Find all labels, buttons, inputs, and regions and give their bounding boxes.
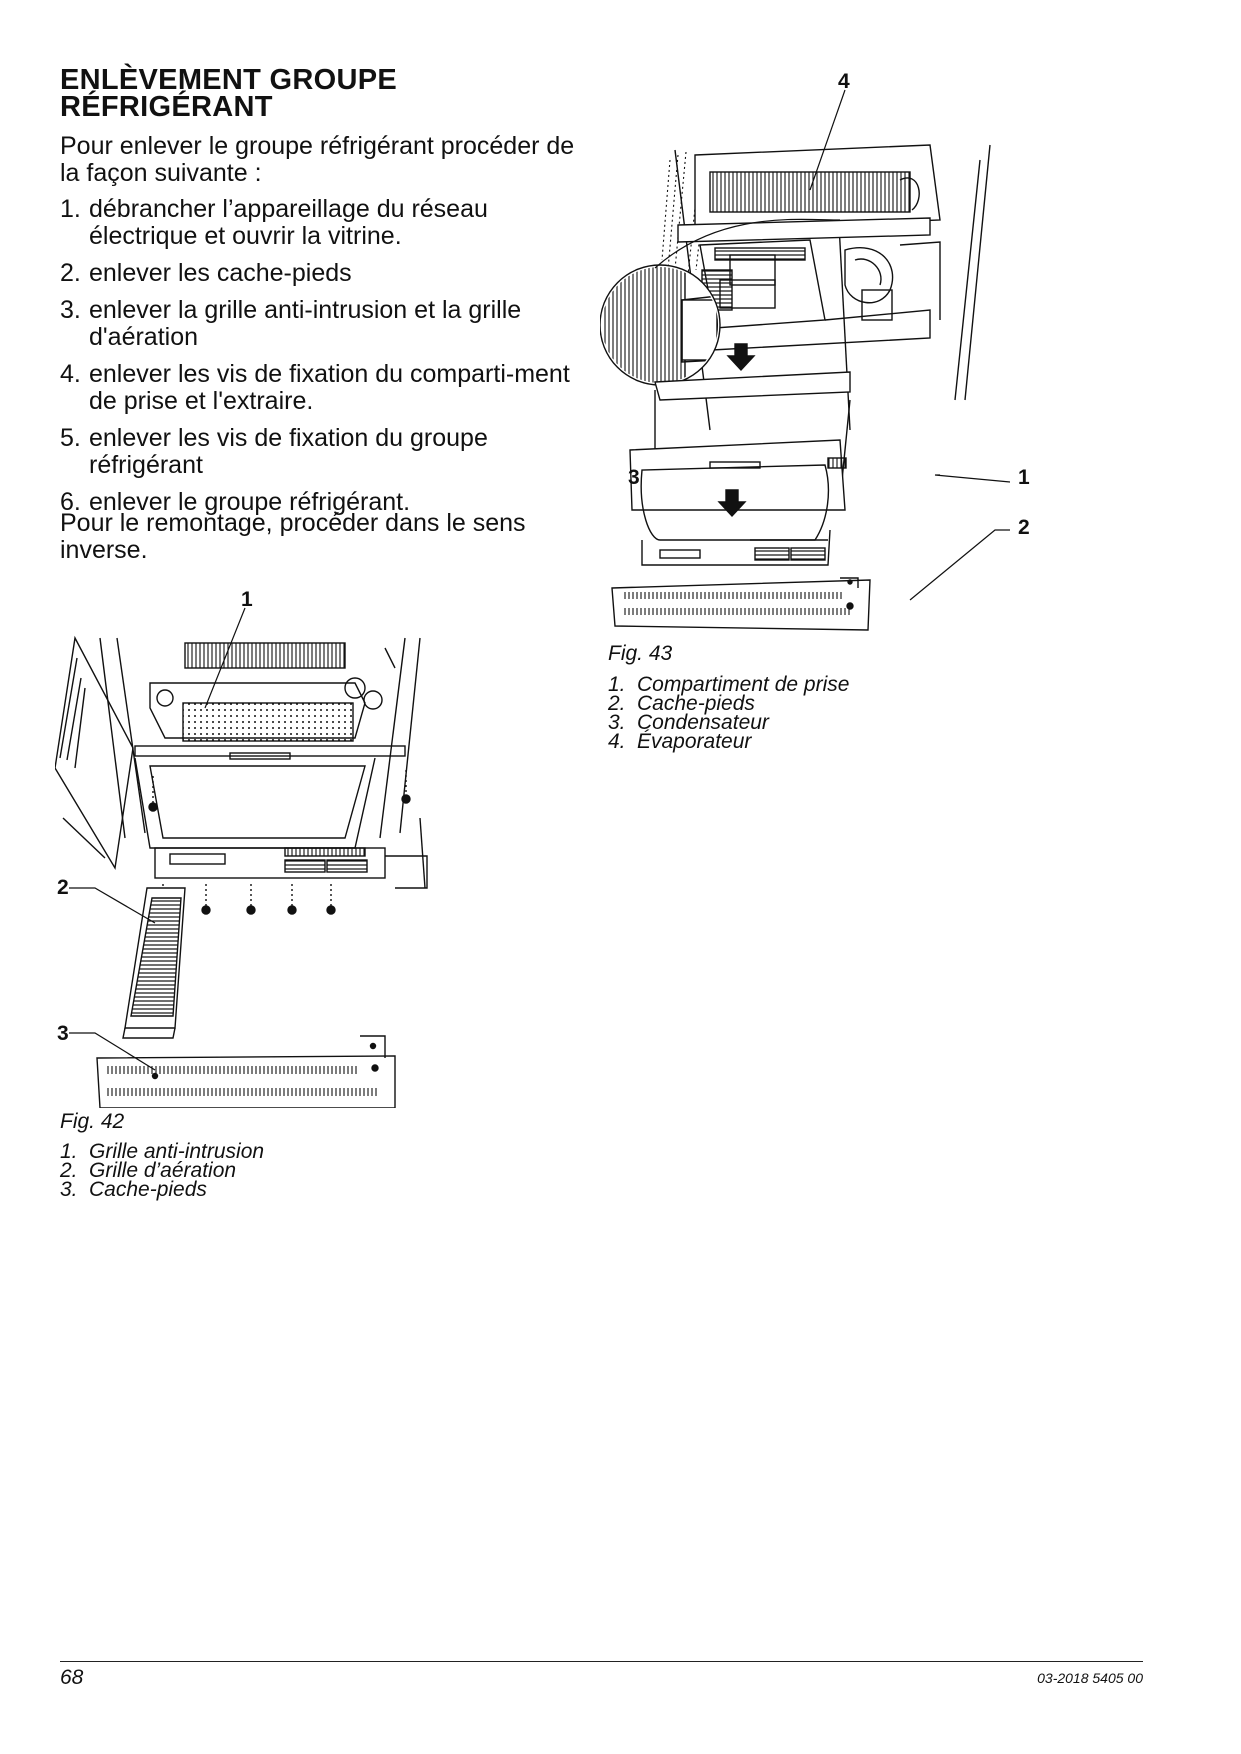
step-text: enlever les cache-pieds bbox=[89, 259, 352, 287]
figure-43-callout-2: 2 bbox=[1018, 516, 1030, 539]
procedure-step bbox=[60, 196, 590, 250]
step-text: débrancher l’appareillage du réseau électrique et ouvrir la vitrine. bbox=[89, 195, 488, 250]
section-title-line-2: RÉFRIGÉRANT bbox=[60, 91, 273, 123]
legend-number: 2. bbox=[608, 692, 626, 715]
figure-43-callout-1: 1 bbox=[1018, 466, 1030, 489]
figure-42-illustration bbox=[55, 588, 475, 1108]
legend-text: Grille d’aération bbox=[89, 1159, 237, 1182]
legend-number: 2. bbox=[60, 1159, 78, 1182]
footer-divider bbox=[60, 1661, 1143, 1662]
step-text: enlever les vis de fixation du groupe réfrigérant bbox=[89, 424, 488, 479]
step-text: enlever les vis de fixation du comparti-ment de prise et l'extraire. bbox=[89, 360, 570, 415]
page-number: 68 bbox=[60, 1666, 84, 1689]
step-number: 3. bbox=[60, 296, 81, 324]
legend-text: Compartiment de prise bbox=[637, 673, 850, 696]
legend-number: 3. bbox=[60, 1178, 78, 1201]
legend-number: 3. bbox=[608, 711, 626, 734]
procedure-step bbox=[60, 260, 590, 287]
figure-42-legend bbox=[60, 1142, 264, 1199]
figure-43-callout-4: 4 bbox=[838, 70, 850, 93]
figure-42-callout-2: 2 bbox=[57, 876, 69, 899]
legend-text: Cache-pieds bbox=[89, 1178, 207, 1201]
procedure-step bbox=[60, 297, 590, 351]
legend-text: Condensateur bbox=[637, 711, 769, 734]
legend-number: 1. bbox=[60, 1140, 78, 1163]
figure-42 bbox=[55, 588, 475, 1108]
step-number: 5. bbox=[60, 424, 81, 452]
legend-text: Grille anti-intrusion bbox=[89, 1140, 265, 1163]
procedure-steps bbox=[60, 196, 590, 526]
legend-item bbox=[60, 1180, 264, 1199]
step-number: 1. bbox=[60, 195, 81, 223]
procedure-step bbox=[60, 361, 590, 415]
legend-number: 1. bbox=[608, 673, 626, 696]
legend-number: 4. bbox=[608, 730, 626, 753]
legend-text: Évaporateur bbox=[637, 730, 752, 753]
step-text: enlever le groupe réfrigérant. bbox=[89, 488, 411, 516]
legend-item bbox=[608, 732, 849, 751]
procedure-step bbox=[60, 425, 590, 479]
section-title bbox=[60, 64, 580, 123]
reassembly-note: Pour le remontage, procéder dans le sens inverse. bbox=[60, 509, 526, 564]
figure-43-legend bbox=[608, 675, 849, 751]
figure-42-caption: Fig. 42 bbox=[60, 1110, 125, 1133]
document-code: 03-2018 5405 00 bbox=[1037, 1670, 1143, 1686]
figure-42-callout-1: 1 bbox=[241, 588, 253, 611]
legend-text: Cache-pieds bbox=[637, 692, 755, 715]
figure-43 bbox=[600, 70, 1050, 640]
intro-paragraph: Pour enlever le groupe réfrigérant procéder de la façon suivante : bbox=[60, 132, 575, 187]
figure-42-callout-3: 3 bbox=[57, 1022, 69, 1045]
step-number: 6. bbox=[60, 488, 81, 516]
section-title-line-1: ENLÈVEMENT GROUPE bbox=[60, 64, 398, 96]
step-number: 2. bbox=[60, 259, 81, 287]
figure-43-caption: Fig. 43 bbox=[608, 642, 673, 665]
step-text: enlever la grille anti-intrusion et la grille d'aération bbox=[89, 296, 522, 351]
figure-43-callout-3: 3 bbox=[628, 466, 640, 489]
figure-43-illustration bbox=[600, 70, 1050, 640]
step-number: 4. bbox=[60, 360, 81, 388]
